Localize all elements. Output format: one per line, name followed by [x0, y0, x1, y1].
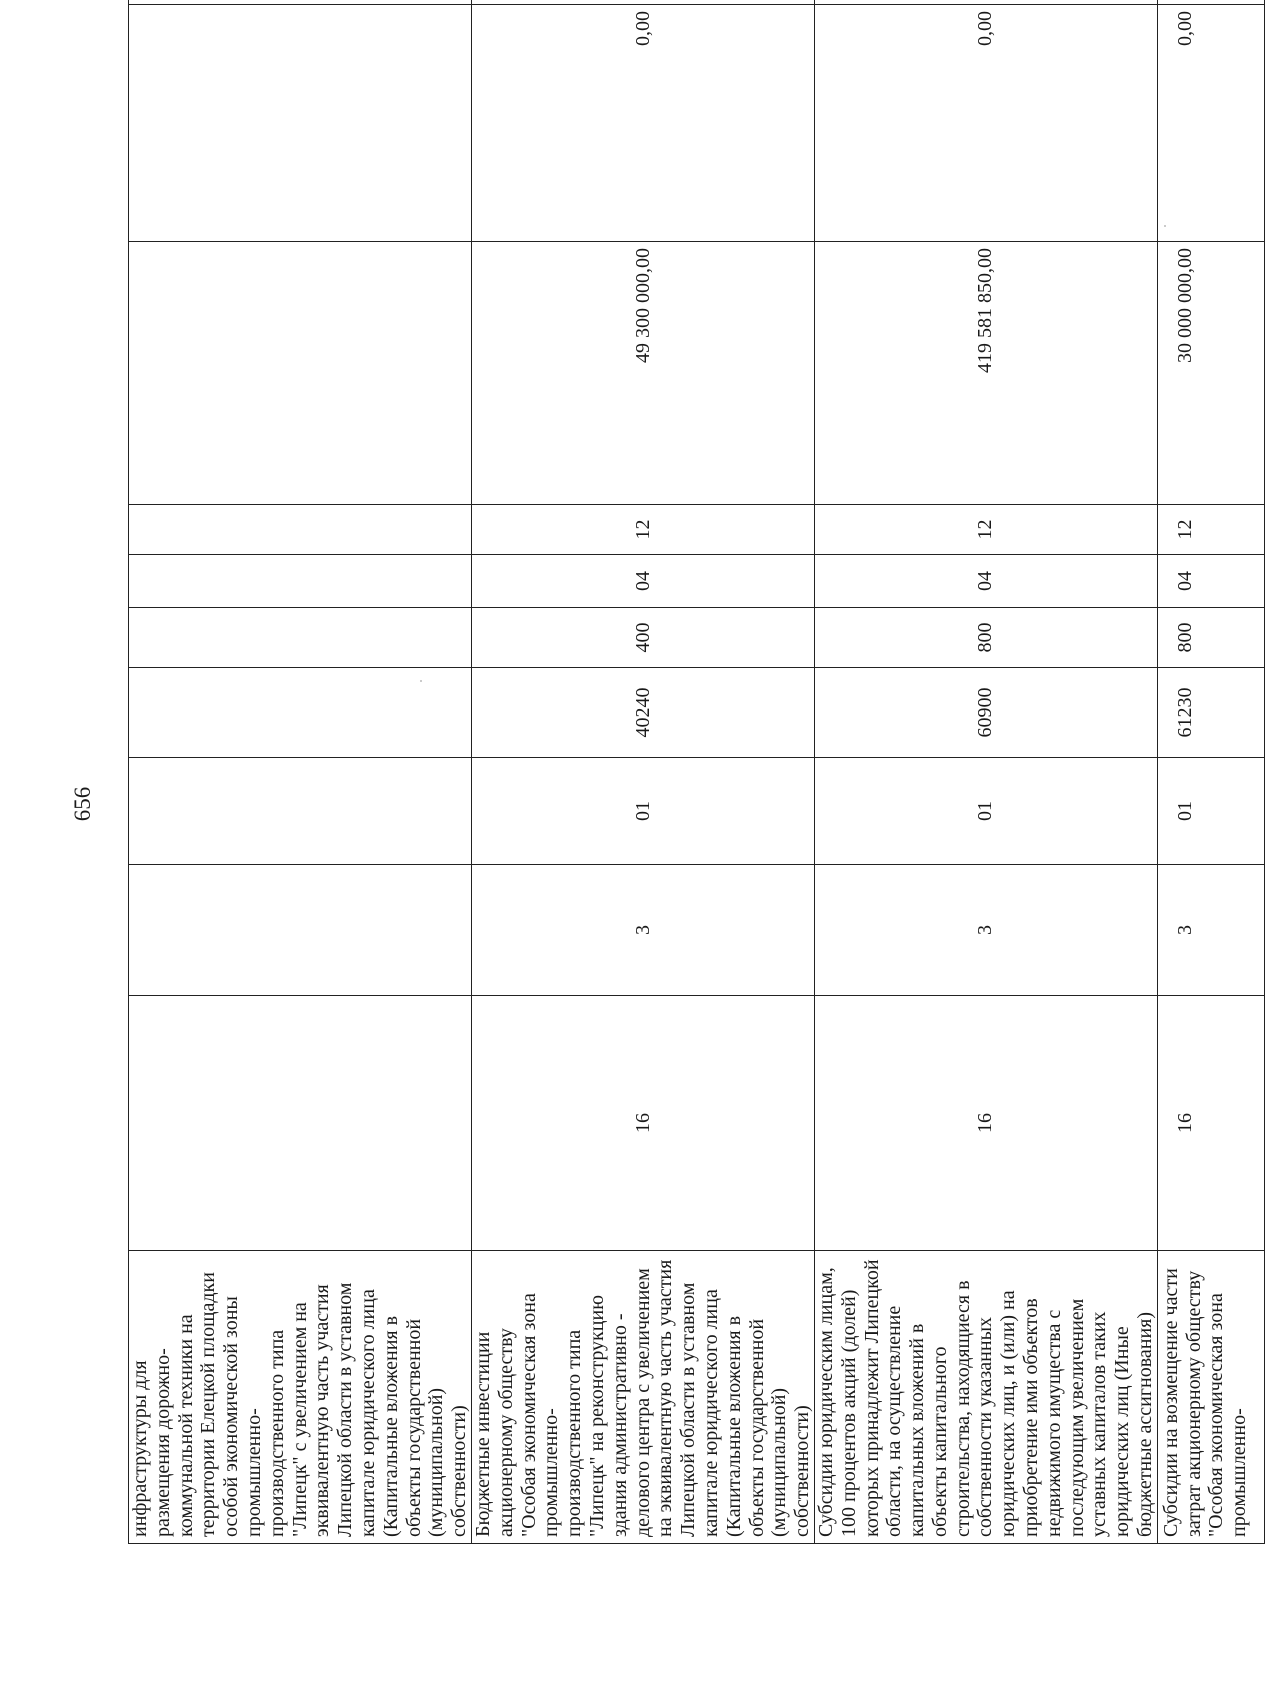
- cell-amount-year2: 0,00: [1157, 5, 1264, 242]
- cell-section: [129, 555, 472, 608]
- cell-direction-code: 60900: [814, 668, 1157, 758]
- cell-amount-year1: [129, 242, 472, 505]
- row-description: Субсидии на возмещение части затрат акционерному обществу "Особая экономическая зона промышленно-: [1157, 1251, 1264, 1544]
- budget-table: [128, 0, 1265, 1544]
- scan-speck: [420, 680, 422, 682]
- table-row: [1157, 0, 1264, 1544]
- cell-amount-year2: 0,00: [814, 5, 1157, 242]
- cell-admin-code: 16: [814, 996, 1157, 1251]
- cell-amount-year3: [1157, 0, 1264, 5]
- cell-subprogram-code: 01: [471, 758, 814, 865]
- table-row: [471, 0, 814, 1544]
- cell-amount-year1: 30 000 000,00: [1157, 242, 1264, 505]
- cell-section: 04: [1157, 555, 1264, 608]
- cell-section: 04: [471, 555, 814, 608]
- cell-program-code: [129, 865, 472, 996]
- cell-subsection: 12: [471, 505, 814, 555]
- cell-subprogram-code: 01: [1157, 758, 1264, 865]
- row-description: инфраструктуры для размещения дорожно-коммунальной техники на территории Елецкой площадки особой экономической зоны промышленно-производственного типа "Липецк" с увеличением на эквивалентную часть участия Липецкой области в уставном капитале юридического лица (Капитальные вложения в объекты государственной (муниципальной) собственности): [129, 1251, 472, 1544]
- row-description: Бюджетные инвестиции акционерному обществу "Особая экономическая зона промышленно-производственного типа "Липецк" на реконструкцию здания административно - делового центра с увеличением на эквивалентную часть участия Липецкой области в уставном капитале юридического лица (Капитальные вложения в объекты государственной (муниципальной) собственности): [471, 1251, 814, 1544]
- page-number: 656: [70, 786, 95, 822]
- cell-expense-type: [129, 608, 472, 668]
- cell-amount-year2: 0,00: [471, 5, 814, 242]
- cell-amount-year3: [129, 0, 472, 5]
- cell-program-code: 3: [814, 865, 1157, 996]
- cell-amount-year1: 49 300 000,00: [471, 242, 814, 505]
- cell-amount-year1: 419 581 850,00: [814, 242, 1157, 505]
- cell-direction-code: 61230: [1157, 668, 1264, 758]
- scan-speck: [1164, 225, 1166, 227]
- cell-section: 04: [814, 555, 1157, 608]
- table-row: [129, 0, 472, 1544]
- cell-expense-type: 800: [1157, 608, 1264, 668]
- cell-admin-code: 16: [471, 996, 814, 1251]
- cell-amount-year3: [471, 0, 814, 5]
- cell-program-code: 3: [1157, 865, 1264, 996]
- cell-admin-code: [129, 996, 472, 1251]
- cell-subprogram-code: [129, 758, 472, 865]
- cell-direction-code: 40240: [471, 668, 814, 758]
- cell-subsection: 12: [1157, 505, 1264, 555]
- cell-subsection: [129, 505, 472, 555]
- cell-program-code: 3: [471, 865, 814, 996]
- cell-amount-year2: [129, 5, 472, 242]
- cell-subprogram-code: 01: [814, 758, 1157, 865]
- table-row: [814, 0, 1157, 1544]
- cell-expense-type: 800: [814, 608, 1157, 668]
- cell-admin-code: 16: [1157, 996, 1264, 1251]
- row-description: Субсидии юридическим лицам, 100 процентов акций (долей) которых принадлежит Липецкой области, на осуществление капитальных вложений в объекты капитального строительства, находящиеся в собственности указанных юридических лиц, и (или) на приобретение ими объектов недвижимого имущества с последующим увеличением уставных капиталов таких юридических лиц (Иные бюджетные ассигнования): [814, 1251, 1157, 1544]
- cell-expense-type: 400: [471, 608, 814, 668]
- cell-amount-year3: [814, 0, 1157, 5]
- cell-subsection: 12: [814, 505, 1157, 555]
